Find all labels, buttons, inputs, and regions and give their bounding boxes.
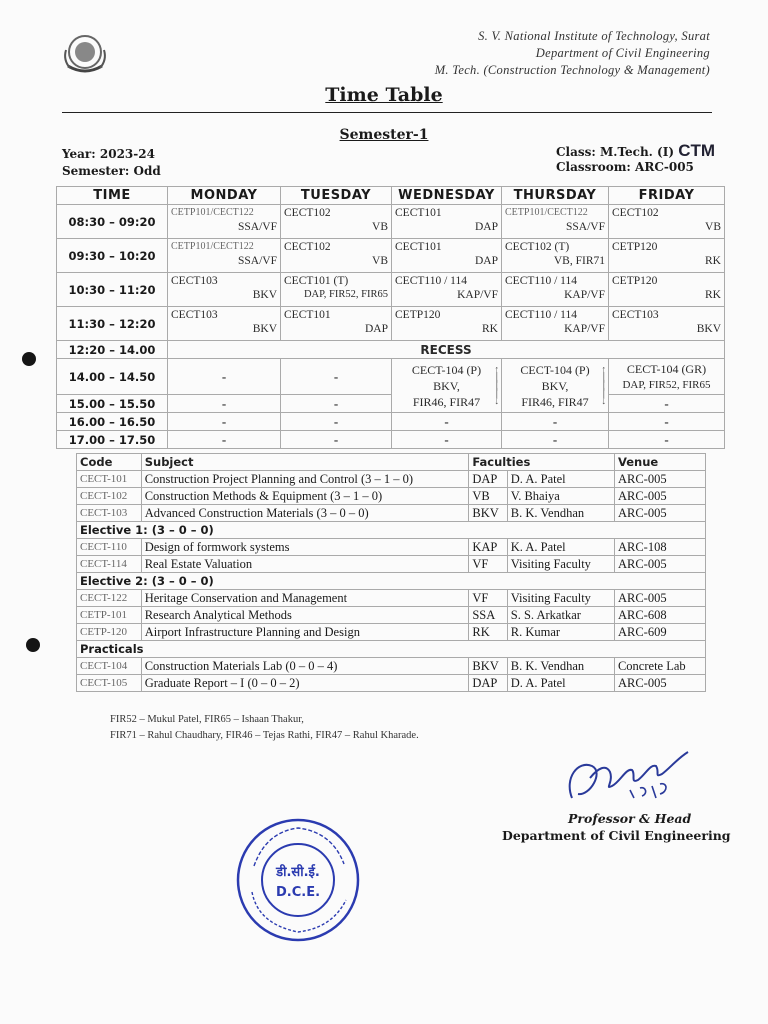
academic-year: Year: 2023-24 <box>62 147 155 161</box>
col-header-time: TIME <box>57 187 168 205</box>
subject-venue: ARC-005 <box>614 556 705 573</box>
subject-faculty: S. S. Arkatkar <box>507 607 614 624</box>
faculty-note-2: FIR71 – Rahul Chaudhary, FIR46 – Tejas Rathi, FIR47 – Rahul Kharade. <box>110 730 419 741</box>
subject-subject: Heritage Conservation and Management <box>141 590 469 607</box>
col-header-thursday: THURSDAY <box>502 187 609 205</box>
subject-list <box>76 453 706 692</box>
col-header-friday: FRIDAY <box>609 187 725 205</box>
subject-row <box>77 590 706 607</box>
semester-type: Semester: Odd <box>62 164 161 178</box>
slot-monday <box>168 239 281 273</box>
course-faculty: VB <box>705 221 721 233</box>
course-code: CETP101/CECT122 <box>171 207 254 218</box>
programme-name: M. Tech. (Construction Technology & Management) <box>434 63 710 77</box>
empty-slot: - <box>168 395 281 413</box>
course-code: CECT110 / 114 <box>505 275 577 287</box>
subject-abbr: BKV <box>469 505 507 522</box>
subject-code: CECT-114 <box>77 556 142 573</box>
svg-text:D.C.E.: D.C.E. <box>275 885 321 900</box>
subject-venue: ARC-005 <box>614 488 705 505</box>
time-slot: 14.00 – 14.50 <box>57 359 168 395</box>
empty-slot: - <box>281 395 392 413</box>
slot-monday <box>168 273 281 307</box>
subject-abbr: DAP <box>469 675 507 692</box>
course-faculty: SSA/VF <box>238 255 277 267</box>
subject-code: CECT-110 <box>77 539 142 556</box>
course-code: CETP120 <box>612 241 658 253</box>
course-code: CETP120 <box>395 309 441 321</box>
empty-slot: - <box>168 413 281 431</box>
timetable-row <box>57 239 725 273</box>
lab-faculty: DAP, FIR52, FIR65 <box>622 378 711 391</box>
course-faculty: SSA/VF <box>566 221 605 233</box>
slot-friday <box>609 273 725 307</box>
subject-subject: Advanced Construction Materials (3 – 0 – 0) <box>141 505 469 522</box>
header-code: Code <box>77 454 142 471</box>
slot-tuesday <box>281 239 392 273</box>
recess-row <box>57 341 725 359</box>
subject-row <box>77 539 706 556</box>
subject-faculty: R. Kumar <box>507 624 614 641</box>
elective-2-heading <box>77 573 706 590</box>
group-label: Elective 2: (3 – 0 – 0) <box>77 573 706 590</box>
subject-faculty: D. A. Patel <box>507 471 614 488</box>
course-code: CECT101 <box>395 241 442 253</box>
course-code: CETP101/CECT122 <box>505 207 588 218</box>
subject-row <box>77 505 706 522</box>
slot-wednesday <box>392 239 502 273</box>
slot-thursday <box>502 273 609 307</box>
timetable-row <box>57 307 725 341</box>
subject-abbr: BKV <box>469 658 507 675</box>
course-code: CETP120 <box>612 275 658 287</box>
empty-slot: - <box>392 431 502 449</box>
empty-slot: - <box>168 431 281 449</box>
lab-friday <box>609 359 725 395</box>
time-slot: 11:30 – 12:20 <box>57 307 168 341</box>
course-code: CETP101/CECT122 <box>171 241 254 252</box>
lab-thursday <box>502 359 609 413</box>
lab-code: CECT-104 (P) <box>411 362 482 377</box>
timetable-row <box>57 205 725 239</box>
slot-thursday <box>502 239 609 273</box>
subject-venue: ARC-608 <box>614 607 705 624</box>
punch-hole-icon <box>22 352 36 366</box>
lab-code: CECT-104 (GR) <box>626 361 707 376</box>
slot-friday <box>609 307 725 341</box>
subject-abbr: VF <box>469 556 507 573</box>
timetable-row <box>57 273 725 307</box>
subject-venue: ARC-005 <box>614 471 705 488</box>
subject-row <box>77 624 706 641</box>
subject-faculty: Visiting Faculty <box>507 556 614 573</box>
course-faculty: DAP <box>364 323 388 335</box>
empty-slot: - <box>392 413 502 431</box>
subject-venue: ARC-005 <box>614 590 705 607</box>
subject-venue: ARC-005 <box>614 505 705 522</box>
course-code: CECT103 <box>171 275 218 287</box>
subject-abbr: DAP <box>469 471 507 488</box>
subject-venue: ARC-108 <box>614 539 705 556</box>
subject-row <box>77 675 706 692</box>
subject-subject: Graduate Report – I (0 – 0 – 2) <box>141 675 469 692</box>
subject-faculty: Visiting Faculty <box>507 590 614 607</box>
class-label: Class: M.Tech. (I) <box>556 145 675 159</box>
empty-slot: - <box>281 359 392 395</box>
header-subject: Subject <box>141 454 469 471</box>
time-slot: 15.00 – 15.50 <box>57 395 168 413</box>
course-code: CECT103 <box>171 309 218 321</box>
course-faculty: BKV <box>252 323 277 335</box>
department-name: Department of Civil Engineering <box>535 46 710 60</box>
recess-time: 12:20 – 14.00 <box>57 341 168 359</box>
course-faculty: DAP <box>474 255 498 267</box>
course-faculty: BKV <box>696 323 721 335</box>
lab-faculty: BKV, <box>433 378 460 393</box>
course-faculty: DAP, FIR52, FIR65 <box>303 289 388 300</box>
subject-header-row <box>77 454 706 471</box>
weekly-timetable <box>56 186 725 449</box>
class-tag: CTM <box>678 141 716 160</box>
time-slot: 09:30 – 10:20 <box>57 239 168 273</box>
institute-logo-icon <box>60 30 110 78</box>
lab-wednesday <box>392 359 502 413</box>
subject-code: CECT-103 <box>77 505 142 522</box>
subject-faculty: V. Bhaiya <box>507 488 614 505</box>
subject-row <box>77 658 706 675</box>
time-slot: 16.00 – 16.50 <box>57 413 168 431</box>
subject-abbr: KAP <box>469 539 507 556</box>
page-title: Time Table <box>325 84 443 106</box>
course-faculty: VB <box>372 221 388 233</box>
empty-slot: - <box>502 413 609 431</box>
slot-monday <box>168 307 281 341</box>
col-header-wednesday: WEDNESDAY <box>392 187 502 205</box>
slot-thursday <box>502 205 609 239</box>
time-slot: 10:30 – 11:20 <box>57 273 168 307</box>
empty-slot: - <box>281 413 392 431</box>
svg-text:डी.सी.ई.: डी.सी.ई. <box>276 865 320 880</box>
lab-code: CECT-104 (P) <box>520 362 590 377</box>
subject-subject: Research Analytical Methods <box>141 607 469 624</box>
empty-slot: - <box>168 359 281 395</box>
afternoon-row-4 <box>57 431 725 449</box>
subject-abbr: VB <box>469 488 507 505</box>
lab-assistants: FIR46, FIR47 <box>521 394 589 409</box>
department-seal-icon <box>232 814 364 946</box>
slot-tuesday <box>281 205 392 239</box>
course-faculty: RK <box>482 323 498 335</box>
subject-faculty: K. A. Patel <box>507 539 614 556</box>
signatory-department: Department of Civil Engineering <box>502 828 731 843</box>
course-code: CECT110 / 114 <box>505 309 577 321</box>
course-code: CECT102 <box>612 207 659 219</box>
course-code: CECT101 <box>395 207 442 219</box>
empty-slot: - <box>609 395 725 413</box>
signatory-designation: Professor & Head <box>568 811 692 826</box>
subject-subject: Real Estate Valuation <box>141 556 469 573</box>
course-faculty: DAP <box>474 221 498 233</box>
course-faculty: KAP/VF <box>564 323 605 335</box>
subject-row <box>77 556 706 573</box>
course-code: CECT103 <box>612 309 659 321</box>
empty-slot: - <box>609 431 725 449</box>
span-arrow-icon: ↑ │ │ │ ↓ <box>493 364 500 406</box>
faculty-note-1: FIR52 – Mukul Patel, FIR65 – Ishaan Thakur, <box>110 714 304 725</box>
course-code: CECT102 <box>284 207 331 219</box>
slot-wednesday <box>392 273 502 307</box>
subject-row <box>77 471 706 488</box>
subject-code: CECT-122 <box>77 590 142 607</box>
subject-faculty: D. A. Patel <box>507 675 614 692</box>
course-faculty: RK <box>705 289 721 301</box>
subject-abbr: RK <box>469 624 507 641</box>
institute-name: S. V. National Institute of Technology, Surat <box>478 29 710 43</box>
course-faculty: VB, FIR71 <box>553 255 605 267</box>
practicals-heading <box>77 641 706 658</box>
course-faculty: KAP/VF <box>564 289 605 301</box>
subject-row <box>77 488 706 505</box>
course-faculty: RK <box>705 255 721 267</box>
course-faculty: VB <box>372 255 388 267</box>
span-arrow-icon: ↑ │ │ │ ↓ <box>600 364 607 406</box>
group-label: Practicals <box>77 641 706 658</box>
course-faculty: SSA/VF <box>238 221 277 233</box>
subject-abbr: SSA <box>469 607 507 624</box>
subject-code: CECT-101 <box>77 471 142 488</box>
time-slot: 17.00 – 17.50 <box>57 431 168 449</box>
punch-hole-icon <box>26 638 40 652</box>
subject-subject: Airport Infrastructure Planning and Design <box>141 624 469 641</box>
col-header-monday: MONDAY <box>168 187 281 205</box>
title-divider <box>62 112 712 113</box>
subject-venue: ARC-005 <box>614 675 705 692</box>
subject-code: CECT-102 <box>77 488 142 505</box>
course-faculty: KAP/VF <box>457 289 498 301</box>
course-code: CECT110 / 114 <box>395 275 467 287</box>
signature-icon <box>560 738 700 818</box>
slot-monday <box>168 205 281 239</box>
lab-faculty: BKV, <box>541 378 569 393</box>
subject-subject: Construction Methods & Equipment (3 – 1 – 0) <box>141 488 469 505</box>
semester-heading: Semester-1 <box>339 127 429 143</box>
empty-slot: - <box>502 431 609 449</box>
subject-faculty: B. K. Vendhan <box>507 658 614 675</box>
afternoon-row-3 <box>57 413 725 431</box>
slot-wednesday <box>392 307 502 341</box>
subject-subject: Design of formwork systems <box>141 539 469 556</box>
afternoon-row-1 <box>57 359 725 395</box>
subject-faculty: B. K. Vendhan <box>507 505 614 522</box>
course-code: CECT102 <box>284 241 331 253</box>
slot-tuesday <box>281 307 392 341</box>
slot-wednesday <box>392 205 502 239</box>
subject-code: CETP-101 <box>77 607 142 624</box>
course-code: CECT102 (T) <box>505 241 570 253</box>
lab-assistants: FIR46, FIR47 <box>412 394 481 409</box>
subject-abbr: VF <box>469 590 507 607</box>
subject-venue: Concrete Lab <box>614 658 705 675</box>
subject-row <box>77 607 706 624</box>
empty-slot: - <box>281 431 392 449</box>
slot-thursday <box>502 307 609 341</box>
time-slot: 08:30 – 09:20 <box>57 205 168 239</box>
group-label: Elective 1: (3 – 0 – 0) <box>77 522 706 539</box>
subject-code: CECT-104 <box>77 658 142 675</box>
timetable-header-row <box>57 187 725 205</box>
course-code: CECT101 (T) <box>284 275 349 287</box>
subject-subject: Construction Materials Lab (0 – 0 – 4) <box>141 658 469 675</box>
elective-1-heading <box>77 522 706 539</box>
course-faculty: BKV <box>252 289 277 301</box>
col-header-tuesday: TUESDAY <box>281 187 392 205</box>
subject-subject: Construction Project Planning and Control (3 – 1 – 0) <box>141 471 469 488</box>
afternoon-row-2 <box>57 395 725 413</box>
empty-slot: - <box>609 413 725 431</box>
subject-code: CETP-120 <box>77 624 142 641</box>
recess-label: RECESS <box>168 341 725 359</box>
slot-friday <box>609 239 725 273</box>
subject-code: CECT-105 <box>77 675 142 692</box>
course-code: CECT101 <box>284 309 331 321</box>
slot-tuesday <box>281 273 392 307</box>
slot-friday <box>609 205 725 239</box>
header-faculties: Faculties <box>469 454 615 471</box>
subject-venue: ARC-609 <box>614 624 705 641</box>
header-venue: Venue <box>614 454 705 471</box>
classroom: Classroom: ARC-005 <box>556 160 694 174</box>
